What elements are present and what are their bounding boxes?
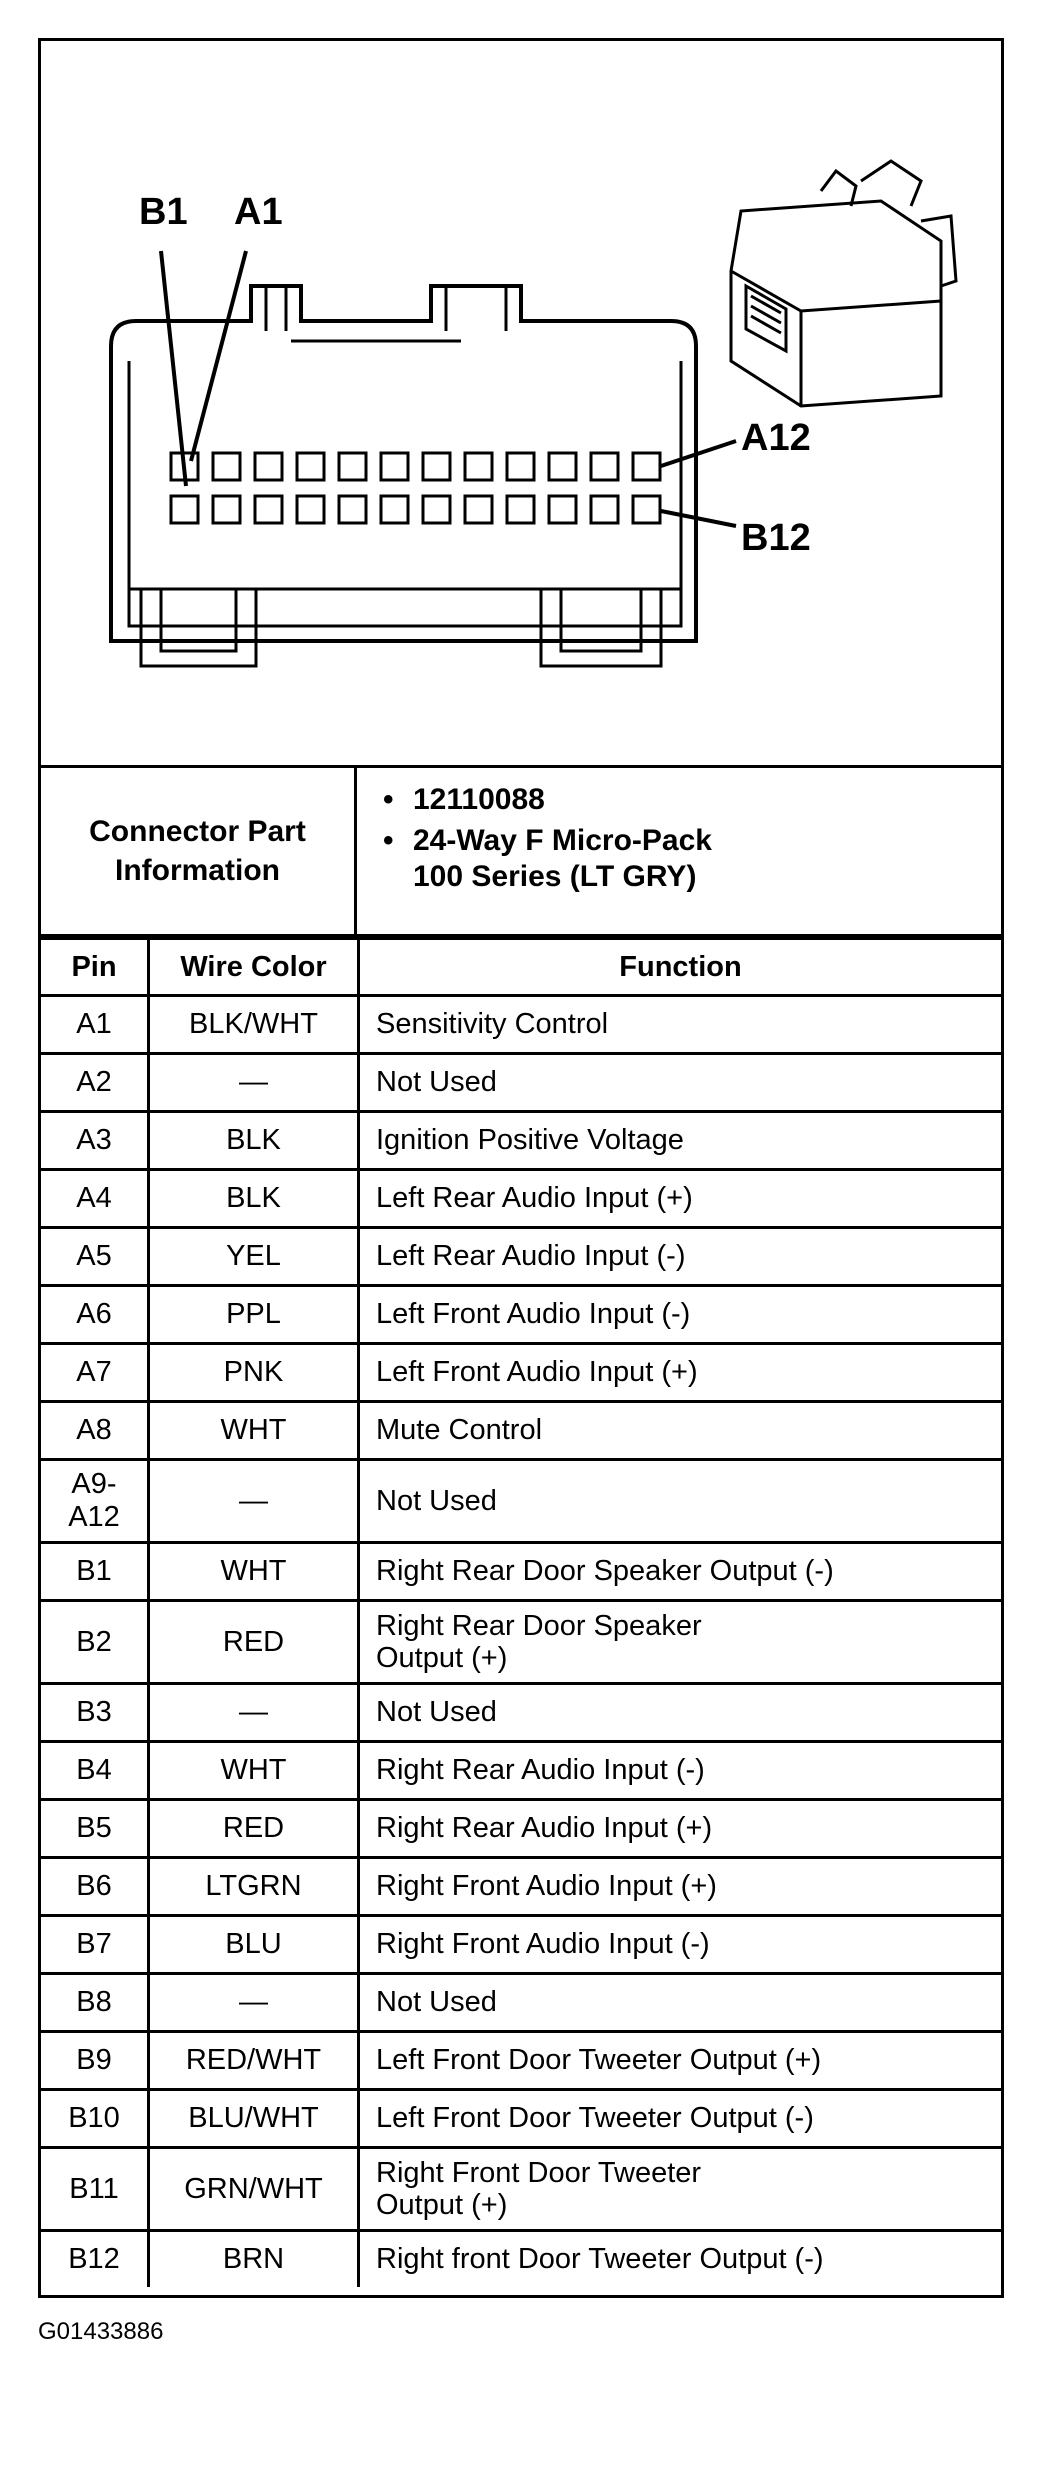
wire-color-cell: BLU [149,1916,359,1974]
connector-info-details [357,768,1001,934]
pin-cell: B4 [41,1742,149,1800]
figure-id: G01433886 [38,2318,164,2345]
pin-cell: B8 [41,1974,149,2032]
table-row [41,1543,1001,1601]
pin-cell: B2 [41,1601,149,1684]
function-cell: Sensitivity Control [359,996,1002,1054]
wire-color-cell: RED [149,1601,359,1684]
wire-color-cell: — [149,1054,359,1112]
connector-frame [38,38,1004,2298]
pin-cell: A8 [41,1402,149,1460]
function-cell: Right Rear Audio Input (-) [359,1742,1002,1800]
function-cell: Not Used [359,1460,1002,1543]
function-cell: Right Rear Audio Input (+) [359,1800,1002,1858]
pin-cell: A2 [41,1054,149,1112]
connector-isometric-icon [731,161,956,406]
function-cell: Left Front Audio Input (-) [359,1286,1002,1344]
function-cell: Right Front Audio Input (-) [359,1916,1002,1974]
pin-cell: A6 [41,1286,149,1344]
bullet-icon: • [383,824,394,858]
table-row [41,2148,1001,2231]
table-row [41,1402,1001,1460]
wire-color-cell: LTGRN [149,1858,359,1916]
function-cell: Right front Door Tweeter Output (-) [359,2231,1002,2288]
wire-color-cell: RED/WHT [149,2032,359,2090]
wire-color-cell: WHT [149,1543,359,1601]
table-row [41,2032,1001,2090]
function-cell: Ignition Positive Voltage [359,1112,1002,1170]
function-cell: Right Rear Door Speaker Output (+) [359,1601,1002,1684]
table-row [41,1601,1001,1684]
pin-cell: A4 [41,1170,149,1228]
table-row [41,1800,1001,1858]
pin-cell: B6 [41,1858,149,1916]
wire-color-cell: BLK [149,1170,359,1228]
pin-table [41,937,1001,2287]
pin-cell: B7 [41,1916,149,1974]
callout-b12: B12 [741,517,811,559]
table-row [41,1112,1001,1170]
connector-info-label-line2: Information [114,854,280,887]
wire-color-cell: — [149,1684,359,1742]
connector-info-label [41,768,357,934]
table-row [41,1228,1001,1286]
pin-cell: B3 [41,1684,149,1742]
connector-diagram [41,41,1001,768]
function-cell: Left Front Door Tweeter Output (+) [359,2032,1002,2090]
wire-color-cell: BLU/WHT [149,2090,359,2148]
part-number-row [383,782,1001,817]
bullet-icon: • [383,783,394,816]
pin-cell: A5 [41,1228,149,1286]
header-pin: Pin [41,939,149,996]
function-cell: Right Front Audio Input (+) [359,1858,1002,1916]
function-cell: Not Used [359,1684,1002,1742]
wire-color-cell: BRN [149,2231,359,2288]
wire-color-cell: YEL [149,1228,359,1286]
table-row [41,1170,1001,1228]
wire-color-cell: PNK [149,1344,359,1402]
wire-color-cell: — [149,1460,359,1543]
pin-cell: B11 [41,2148,149,2231]
connector-info-label-line1: Connector Part [89,815,306,848]
pin-cell: B1 [41,1543,149,1601]
table-row [41,1858,1001,1916]
function-cell: Right Front Door Tweeter Output (+) [359,2148,1002,2231]
wire-color-cell: WHT [149,1742,359,1800]
table-row [41,1344,1001,1402]
table-row [41,1916,1001,1974]
wire-color-cell: RED [149,1800,359,1858]
pin-cell: A3 [41,1112,149,1170]
function-cell: Left Rear Audio Input (-) [359,1228,1002,1286]
table-row [41,996,1001,1054]
header-wire-color: Wire Color [149,939,359,996]
table-row [41,1460,1001,1543]
connector-part-information [41,768,1001,937]
table-row [41,1684,1001,1742]
function-cell: Right Rear Door Speaker Output (-) [359,1543,1002,1601]
pin-cavities [171,453,660,523]
pin-cell: B5 [41,1800,149,1858]
wire-color-cell: BLK [149,1112,359,1170]
header-function: Function [359,939,1002,996]
function-cell: Left Rear Audio Input (+) [359,1170,1002,1228]
table-row [41,1974,1001,2032]
wire-color-cell: — [149,1974,359,2032]
wire-color-cell: PPL [149,1286,359,1344]
description-line1: 24-Way F Micro-Pack [413,824,712,858]
pin-cell: A9- A12 [41,1460,149,1543]
description-row [383,823,1001,894]
pin-cell: A1 [41,996,149,1054]
pin-cell: B12 [41,2231,149,2288]
function-cell: Mute Control [359,1402,1002,1460]
function-cell: Not Used [359,1974,1002,2032]
table-row [41,1286,1001,1344]
function-cell: Left Front Audio Input (+) [359,1344,1002,1402]
table-row [41,1054,1001,1112]
function-cell: Left Front Door Tweeter Output (-) [359,2090,1002,2148]
pin-cell: B10 [41,2090,149,2148]
pin-table-header [41,939,1001,996]
table-row [41,2090,1001,2148]
pin-cell: A7 [41,1344,149,1402]
wire-color-cell: BLK/WHT [149,996,359,1054]
wire-color-cell: GRN/WHT [149,2148,359,2231]
table-row [41,1742,1001,1800]
callout-a1: A1 [234,191,283,233]
description-line2: 100 Series (LT GRY) [413,859,697,893]
table-row [41,2231,1001,2288]
part-number: 12110088 [413,783,545,816]
connector-face-drawing [41,41,1001,765]
pin-cell: B9 [41,2032,149,2090]
callout-b1: B1 [139,191,188,233]
callout-a12: A12 [741,417,811,459]
function-cell: Not Used [359,1054,1002,1112]
wire-color-cell: WHT [149,1402,359,1460]
